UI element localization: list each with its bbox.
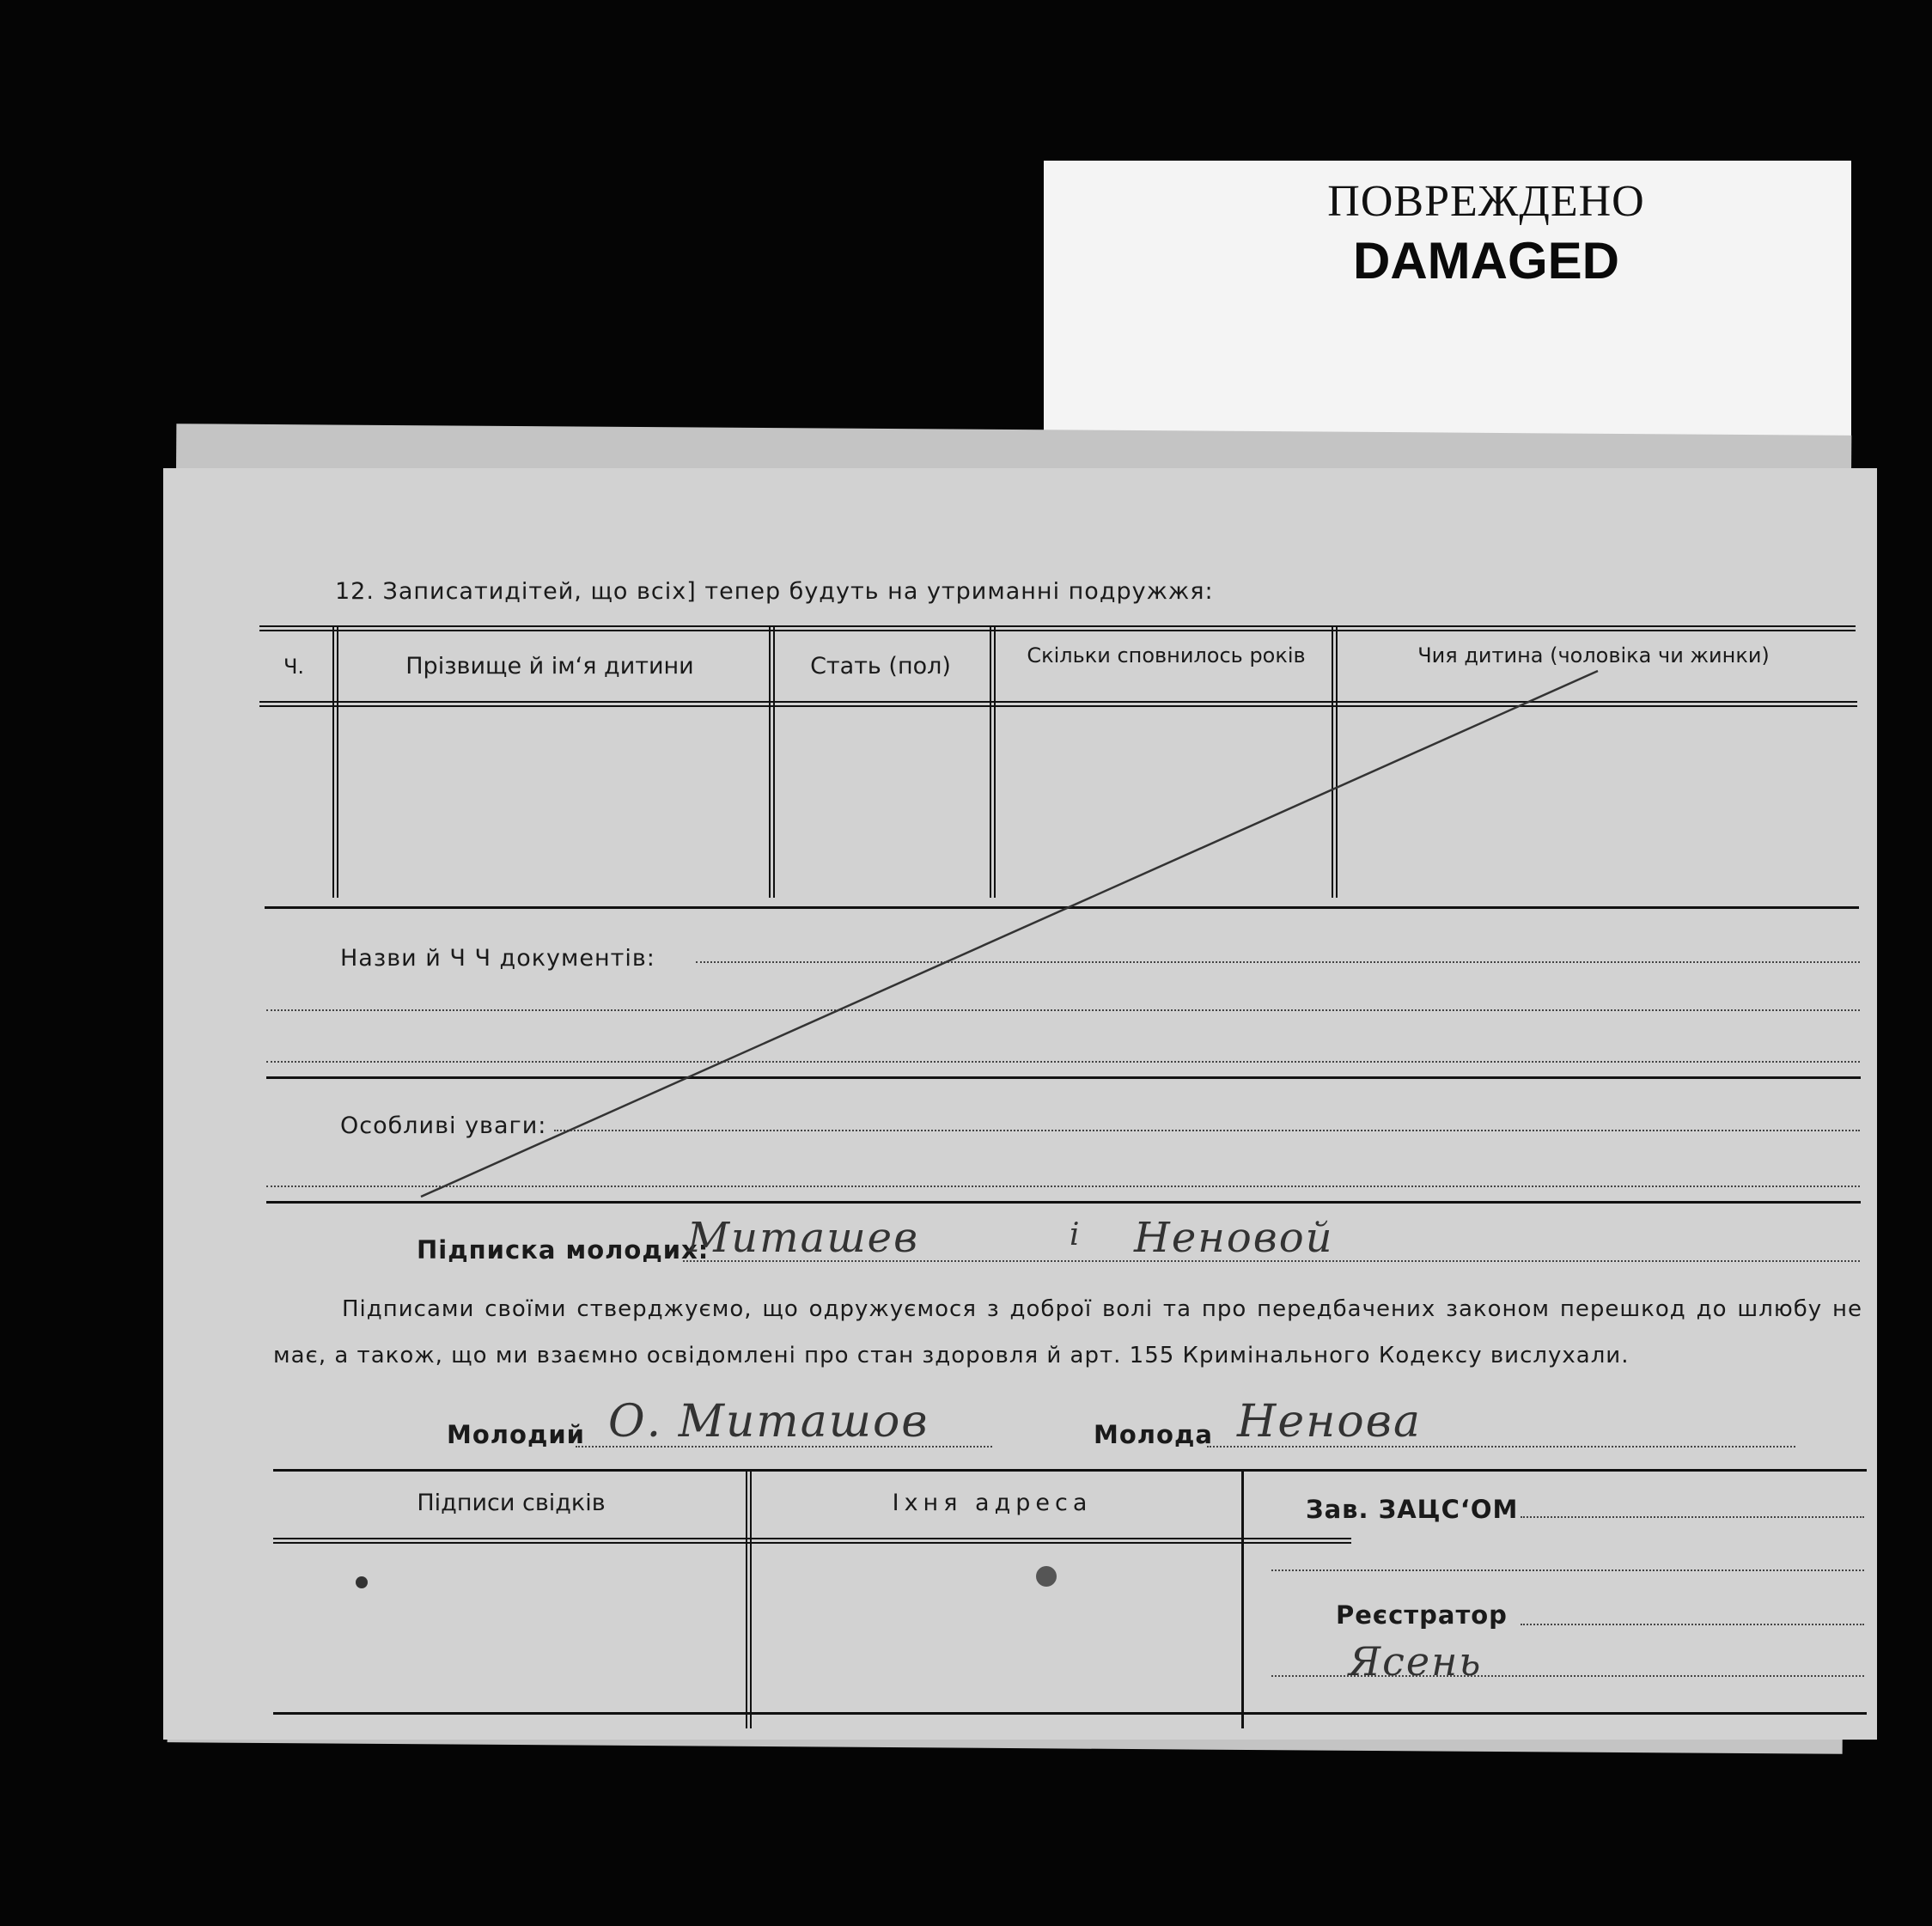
registrar-signature-line: [1521, 1624, 1864, 1625]
col-header-child-name: Прізвище й ім‘я дитини: [405, 653, 694, 680]
groom-signature: О. Миташов: [608, 1396, 929, 1448]
stamp-text-en: DAMAGED: [1353, 232, 1619, 290]
witnesses-bottom-rule: [273, 1712, 1867, 1715]
head-signature-line: [1521, 1516, 1864, 1518]
punch-hole: [356, 1576, 368, 1588]
couple-signature-line: [683, 1260, 1860, 1262]
head-label: Зав. ЗАЦС‘ОМ: [1306, 1495, 1519, 1524]
col-header-age: Скільки сповнилось років: [1027, 643, 1306, 667]
witnesses-divider: [746, 1471, 752, 1728]
col-header-whose-child: Чия дитина (чоловіка чи жинки): [1417, 643, 1770, 667]
registrar-signature-line: [1271, 1675, 1864, 1677]
col-header-witness-signatures: Підписи свідків: [417, 1490, 606, 1516]
section-12-title: 12. Записатидітей, що всіх] тепер будуть на утриманні подружжя:: [335, 578, 1214, 605]
couple-signature-label: Підписка молодих:: [417, 1235, 710, 1265]
bride-signature: Ненова: [1237, 1396, 1422, 1448]
col-header-number: Ч.: [283, 655, 305, 679]
registrar-label: Реєстратор: [1336, 1600, 1508, 1630]
registrar-signature: Ясень: [1349, 1638, 1483, 1685]
witnesses-divider: [1241, 1471, 1244, 1728]
witnesses-header-rule: [273, 1538, 1351, 1544]
bride-label: Молода: [1094, 1420, 1213, 1449]
stamp-text-ru: ПОВРЕЖДЕНО: [1327, 177, 1645, 226]
head-signature-line: [1271, 1569, 1864, 1571]
col-header-witness-address: Іхня адреса: [892, 1490, 1093, 1516]
col-header-sex: Стать (пол): [810, 653, 951, 680]
groom-signature-line: [576, 1446, 992, 1448]
document-sheet: [163, 468, 1877, 1740]
witnesses-top-rule: [273, 1469, 1867, 1472]
declaration-text: Підписами своїми стверджуємо, що одружуємося з доброї волі та про передбачених законом перешкод до шлюбу не має, а також, що ми взаємно освідомлені про стан здоровля й арт. 155 Кримінального Кодексу вислухали.: [273, 1296, 1862, 1368]
groom-label: Молодий: [447, 1420, 586, 1449]
notes-label: Особливі уваги:: [340, 1112, 547, 1139]
handwritten-bride-surname: Неновой: [1134, 1214, 1334, 1262]
strike-through-line: [163, 468, 1877, 1740]
bride-signature-line: [1207, 1446, 1795, 1448]
handwritten-groom-surname: Миташев: [687, 1214, 920, 1262]
handwritten-and: і: [1070, 1217, 1082, 1253]
damaged-stamp: [1044, 161, 1851, 448]
documents-label: Назви й Ч Ч документів:: [340, 945, 655, 972]
punch-hole: [1036, 1566, 1057, 1587]
